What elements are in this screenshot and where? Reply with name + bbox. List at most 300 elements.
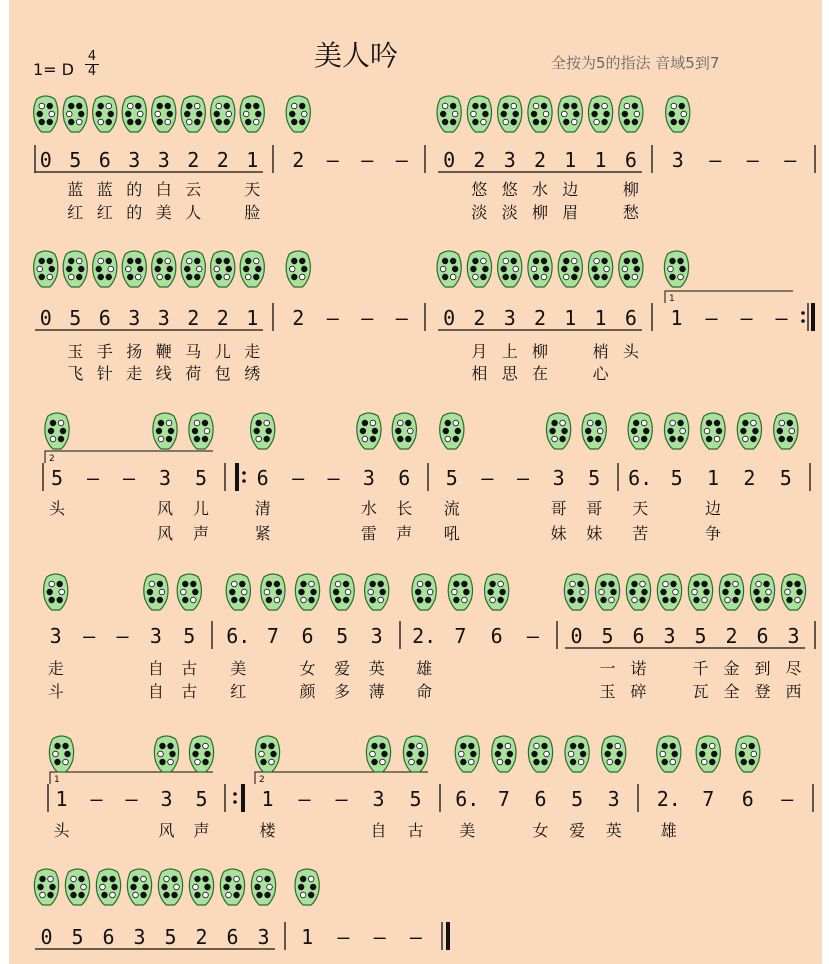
lyric: 心	[592, 364, 609, 383]
note: 6	[490, 624, 503, 648]
note: 0	[443, 306, 456, 330]
ocarina-fingering-icon	[261, 574, 285, 610]
lyric: 蓝	[67, 180, 84, 199]
lyric: 碎	[630, 682, 647, 701]
lyric: 淡	[501, 203, 518, 222]
note: 2	[292, 148, 305, 172]
ocarina-fingering-icon	[664, 413, 688, 449]
ocarina-fingering-icon	[189, 736, 213, 772]
note: —	[705, 306, 718, 330]
ocarina-fingering-icon	[330, 574, 354, 610]
ocarina-fingering-icon	[181, 96, 205, 132]
note: —	[781, 787, 794, 811]
ocarina-fingering-icon	[158, 869, 182, 905]
lyric: 金	[723, 659, 740, 678]
note: —	[361, 148, 374, 172]
lyric: 人	[185, 203, 202, 222]
note: 3	[128, 148, 141, 172]
lyric: 清	[254, 499, 271, 518]
note: 7	[497, 787, 510, 811]
note: —	[481, 466, 494, 490]
note: 3	[133, 925, 146, 949]
note: —	[86, 466, 100, 490]
note: —	[746, 148, 759, 172]
lyric: 蓝	[96, 180, 113, 199]
lyric: 相	[471, 364, 488, 383]
lyric: 多	[334, 682, 351, 701]
note: —	[516, 466, 530, 490]
note: 5	[445, 466, 458, 490]
note: 5	[336, 624, 349, 648]
note: 3	[160, 787, 173, 811]
lyric: 楼	[259, 821, 276, 840]
lyric: 爱	[334, 659, 351, 678]
lyric: 命	[416, 682, 433, 701]
ocarina-fingering-icon	[144, 574, 168, 610]
lyric: 边	[704, 499, 722, 518]
score-sheet	[9, 0, 822, 964]
lyric: 玉	[599, 682, 616, 701]
ocarina-fingering-icon	[240, 96, 264, 132]
fingering-note: 全按为5的指法 音域5到7	[551, 54, 720, 72]
note: —	[122, 466, 136, 490]
note: 6	[534, 787, 547, 811]
note: 0	[40, 925, 53, 949]
note: —	[83, 624, 96, 648]
note: 2	[187, 148, 200, 172]
note: 2	[216, 306, 229, 330]
lyric: 雄	[416, 659, 433, 678]
lyric: 包	[214, 364, 231, 383]
ocarina-fingering-icon	[455, 736, 479, 772]
note: —	[709, 148, 722, 172]
note: —	[409, 925, 422, 949]
volta-bracket	[50, 772, 213, 784]
ocarina-fingering-icon	[34, 96, 58, 132]
lyric: 古	[181, 682, 198, 701]
ocarina-fingering-icon	[122, 251, 146, 287]
note: 2	[533, 306, 547, 330]
ocarina-fingering-icon	[286, 96, 310, 132]
lyric: 风	[156, 524, 174, 543]
note: 0	[39, 148, 52, 172]
lyric: 风	[158, 821, 175, 840]
ocarina-fingering-icon	[750, 574, 774, 610]
lyric: 的	[126, 180, 143, 199]
ocarina-fingering-icon	[251, 413, 275, 449]
note: —	[526, 624, 539, 648]
ocarina-fingering-icon	[154, 736, 178, 772]
ocarina-fingering-icon	[528, 736, 552, 772]
lyric: 长	[396, 499, 413, 518]
ocarina-fingering-icon	[485, 574, 509, 610]
ocarina-fingering-icon	[177, 574, 201, 610]
note: 6	[301, 624, 314, 648]
lyric: 天	[632, 499, 649, 518]
ocarina-fingering-icon	[467, 251, 491, 287]
ocarina-fingering-icon	[558, 96, 582, 132]
ocarina-fingering-icon	[240, 251, 264, 287]
ocarina-fingering-icon	[189, 413, 213, 449]
lyric: 在	[531, 364, 549, 383]
ocarina-fingering-icon	[602, 736, 626, 772]
repeat-end-thick	[811, 303, 815, 331]
note: 2	[216, 148, 229, 172]
ocarina-fingering-icon	[392, 413, 416, 449]
lyric: 登	[754, 682, 771, 701]
lyric: 西	[785, 682, 802, 701]
repeat-dot	[233, 800, 237, 804]
lyric: 儿	[214, 342, 231, 361]
lyric: 女	[299, 659, 316, 678]
note: 6	[624, 148, 637, 172]
lyric: 尽	[785, 659, 802, 678]
note: 5	[50, 466, 64, 490]
lyric: 雷	[360, 524, 377, 543]
lyric: 声	[396, 524, 413, 543]
note: 5	[194, 466, 208, 490]
note: 6	[624, 306, 637, 330]
volta-number: 1	[54, 775, 60, 785]
ocarina-fingering-icon	[657, 736, 681, 772]
lyric: 流	[443, 499, 460, 518]
notation-canvas	[9, 0, 822, 964]
note: 6	[98, 306, 111, 330]
ocarina-fingering-icon	[666, 96, 690, 132]
ocarina-fingering-icon	[122, 96, 146, 132]
note: 6	[256, 466, 269, 490]
ocarina-fingering-icon	[255, 736, 279, 772]
note: 6	[98, 148, 111, 172]
ocarina-fingering-icon	[127, 869, 151, 905]
ocarina-fingering-icon	[588, 96, 612, 132]
note: 3	[372, 787, 385, 811]
ocarina-fingering-icon	[295, 869, 319, 905]
lyric: 悠	[501, 180, 518, 199]
note: 0	[39, 306, 52, 330]
lyric: 脸	[244, 203, 261, 222]
lyric: 哥	[586, 499, 603, 518]
ocarina-fingering-icon	[701, 413, 725, 449]
ocarina-fingering-icon	[664, 251, 688, 287]
lyric: 马	[185, 342, 202, 361]
note: —	[116, 624, 129, 648]
note: —	[395, 148, 408, 172]
note: 3	[671, 148, 684, 172]
lyric: 扬	[126, 342, 143, 361]
note: 5	[69, 306, 82, 330]
note: 1	[246, 148, 259, 172]
lyric: 线	[155, 364, 172, 383]
ocarina-fingering-icon	[34, 869, 58, 905]
note: 2	[725, 624, 738, 648]
lyric: 千	[692, 659, 709, 678]
ocarina-fingering-icon	[657, 574, 681, 610]
lyric: 走	[47, 659, 64, 678]
ocarina-fingering-icon	[626, 574, 650, 610]
lyric: 边	[562, 180, 579, 199]
lyric: 美	[155, 203, 172, 222]
lyric: 哥	[550, 499, 567, 518]
lyric: 吼	[443, 524, 460, 543]
note: 3	[149, 624, 162, 648]
lyric: 梢	[592, 342, 609, 361]
ocarina-fingering-icon	[564, 574, 588, 610]
ocarina-fingering-icon	[412, 574, 436, 610]
lyric: 白	[155, 180, 172, 199]
volta-number: 2	[49, 454, 55, 464]
ocarina-fingering-icon	[498, 96, 522, 132]
ocarina-fingering-icon	[63, 96, 87, 132]
lyric: 争	[704, 524, 722, 543]
note: 5	[779, 466, 792, 490]
lyric: 女	[532, 821, 549, 840]
note: 5	[183, 624, 196, 648]
ocarina-fingering-icon	[492, 736, 516, 772]
note: 7	[266, 624, 279, 648]
note: 5	[588, 466, 601, 490]
note: —	[740, 306, 753, 330]
note: 1	[594, 148, 607, 172]
note: 1	[564, 306, 577, 330]
note: 1	[706, 466, 720, 490]
ocarina-fingering-icon	[588, 251, 612, 287]
note: 5	[409, 787, 422, 811]
lyric: 妹	[586, 524, 603, 543]
ocarina-fingering-icon	[781, 574, 805, 610]
ocarina-fingering-icon	[558, 251, 582, 287]
note: —	[327, 466, 340, 490]
time-signature-bottom: 4	[85, 64, 99, 79]
ocarina-fingering-icon	[619, 251, 643, 287]
lyric: 鞭	[155, 342, 172, 361]
note: 1	[564, 148, 577, 172]
note: 3	[362, 466, 375, 490]
lyric: 红	[230, 682, 247, 701]
repeat-start-thick	[235, 463, 239, 491]
ocarina-fingering-icon	[774, 413, 798, 449]
note: 5	[69, 148, 82, 172]
ocarina-fingering-icon	[34, 251, 58, 287]
note: 5	[164, 925, 177, 949]
lyric: 的	[126, 203, 143, 222]
ocarina-fingering-icon	[595, 574, 619, 610]
ocarina-fingering-icon	[153, 413, 177, 449]
ocarina-fingering-icon	[44, 574, 68, 610]
ocarina-fingering-icon	[366, 736, 390, 772]
lyric: 妹	[550, 524, 567, 543]
note: —	[298, 787, 311, 811]
ocarina-fingering-icon	[295, 574, 319, 610]
note: —	[292, 466, 305, 490]
note: 0	[570, 624, 583, 648]
note: 3	[607, 787, 620, 811]
lyric: 苦	[632, 524, 649, 543]
ocarina-fingering-icon	[189, 869, 213, 905]
lyric: 全	[723, 682, 740, 701]
lyric: 月	[471, 342, 488, 361]
repeat-dot	[233, 792, 237, 796]
lyric: 走	[126, 364, 143, 383]
ocarina-fingering-icon	[49, 736, 73, 772]
lyric: 头	[48, 499, 66, 518]
lyric: 上	[501, 342, 518, 361]
ocarina-fingering-icon	[437, 96, 461, 132]
ocarina-fingering-icon	[357, 413, 381, 449]
lyric: 一	[599, 659, 616, 678]
note: 5	[71, 925, 84, 949]
lyric: 声	[192, 524, 210, 543]
note: 3	[157, 148, 170, 172]
note: —	[326, 306, 339, 330]
note: 1	[670, 306, 683, 330]
repeat-divider-thick	[241, 784, 245, 812]
ocarina-fingering-icon	[528, 96, 552, 132]
note: 6	[741, 787, 754, 811]
lyric: 绣	[244, 364, 261, 383]
note: 6	[226, 925, 239, 949]
lyric: 头	[53, 821, 70, 840]
note: 3	[128, 306, 141, 330]
lyric: 自	[147, 682, 164, 701]
lyric: 英	[368, 659, 385, 678]
ocarina-fingering-icon	[546, 413, 570, 449]
lyric: 思	[501, 364, 518, 383]
lyric: 荷	[185, 364, 202, 383]
lyric: 瓦	[692, 682, 709, 701]
note: 6	[632, 624, 645, 648]
ocarina-fingering-icon	[96, 869, 120, 905]
ocarina-fingering-icon	[467, 96, 491, 132]
note: —	[775, 306, 788, 330]
volta-bracket	[255, 772, 428, 784]
lyric: 自	[147, 659, 164, 678]
ocarina-fingering-icon	[498, 251, 522, 287]
note: 2.	[656, 787, 681, 811]
ocarina-fingering-icon	[211, 96, 235, 132]
lyric: 美	[459, 821, 476, 840]
note: 1	[261, 787, 274, 811]
lyric: 古	[181, 659, 198, 678]
lyric: 云	[185, 180, 202, 199]
note: 5	[195, 787, 208, 811]
note: 2	[473, 306, 486, 330]
volta-bracket	[665, 291, 793, 303]
lyric: 雄	[660, 821, 677, 840]
ocarina-fingering-icon	[719, 574, 743, 610]
lyric: 红	[96, 203, 113, 222]
repeat-dot	[801, 311, 805, 315]
lyric: 紧	[254, 524, 271, 543]
lyric: 柳	[531, 203, 549, 222]
note: 3	[370, 624, 383, 648]
ocarina-fingering-icon	[737, 413, 761, 449]
lyric: 红	[67, 203, 84, 222]
note: 3	[503, 306, 516, 330]
note: 5	[601, 624, 614, 648]
repeat-dot	[242, 471, 246, 475]
ocarina-fingering-icon	[448, 574, 472, 610]
ocarina-fingering-icon	[220, 869, 244, 905]
note: 6	[102, 925, 115, 949]
lyric: 玉	[67, 342, 84, 361]
ocarina-fingering-icon	[619, 96, 643, 132]
ocarina-fingering-icon	[211, 251, 235, 287]
note: —	[125, 787, 138, 811]
note: 3	[158, 466, 172, 490]
note: 3	[257, 925, 270, 949]
note: —	[326, 148, 339, 172]
note: 2	[473, 148, 486, 172]
ocarina-fingering-icon	[286, 251, 310, 287]
volta-bracket	[45, 451, 213, 463]
lyric: 眉	[562, 203, 579, 222]
lyric: 水	[531, 180, 549, 199]
note: 1	[246, 306, 259, 330]
ocarina-fingering-icon	[440, 413, 464, 449]
note: 0	[443, 148, 456, 172]
lyric: 天	[244, 180, 261, 199]
volta-number: 1	[669, 294, 675, 304]
lyric: 针	[96, 364, 113, 383]
lyric: 薄	[368, 682, 385, 701]
note: 3	[157, 306, 170, 330]
ocarina-fingering-icon	[696, 736, 720, 772]
ocarina-fingering-icon	[565, 736, 589, 772]
lyric: 走	[244, 342, 261, 361]
ocarina-fingering-icon	[403, 736, 427, 772]
song-title: 美人吟	[314, 39, 399, 72]
lyric: 淡	[471, 203, 488, 222]
note: 5	[571, 787, 584, 811]
note: 6	[756, 624, 769, 648]
note: —	[90, 787, 103, 811]
lyric: 头	[622, 342, 639, 361]
note: 2	[743, 466, 756, 490]
note: 3	[787, 624, 800, 648]
lyric: 爱	[569, 821, 586, 840]
note: 5	[670, 466, 683, 490]
note: 6	[398, 466, 411, 490]
ocarina-fingering-icon	[736, 736, 760, 772]
note: 2	[195, 925, 208, 949]
note: —	[335, 787, 348, 811]
ocarina-fingering-icon	[181, 251, 205, 287]
time-signature-top: 4	[87, 49, 97, 64]
volta-number: 2	[259, 775, 265, 785]
note: 3	[503, 148, 516, 172]
key-label: 1= D	[33, 60, 74, 79]
note: 5	[694, 624, 707, 648]
note: 7	[702, 787, 715, 811]
lyric: 声	[193, 821, 210, 840]
ocarina-fingering-icon	[93, 96, 117, 132]
ocarina-fingering-icon	[628, 413, 652, 449]
lyric: 风	[156, 499, 174, 518]
lyric: 美	[230, 659, 247, 678]
repeat-dot	[242, 479, 246, 483]
note: 3	[49, 624, 62, 648]
note: 6.	[455, 787, 480, 811]
lyric: 手	[96, 342, 113, 361]
note: 2.	[412, 624, 437, 648]
ocarina-fingering-icon	[688, 574, 712, 610]
lyric: 颜	[299, 682, 316, 701]
note: 3	[663, 624, 676, 648]
lyric: 柳	[531, 342, 549, 361]
ocarina-fingering-icon	[152, 251, 176, 287]
lyric: 水	[360, 499, 377, 518]
